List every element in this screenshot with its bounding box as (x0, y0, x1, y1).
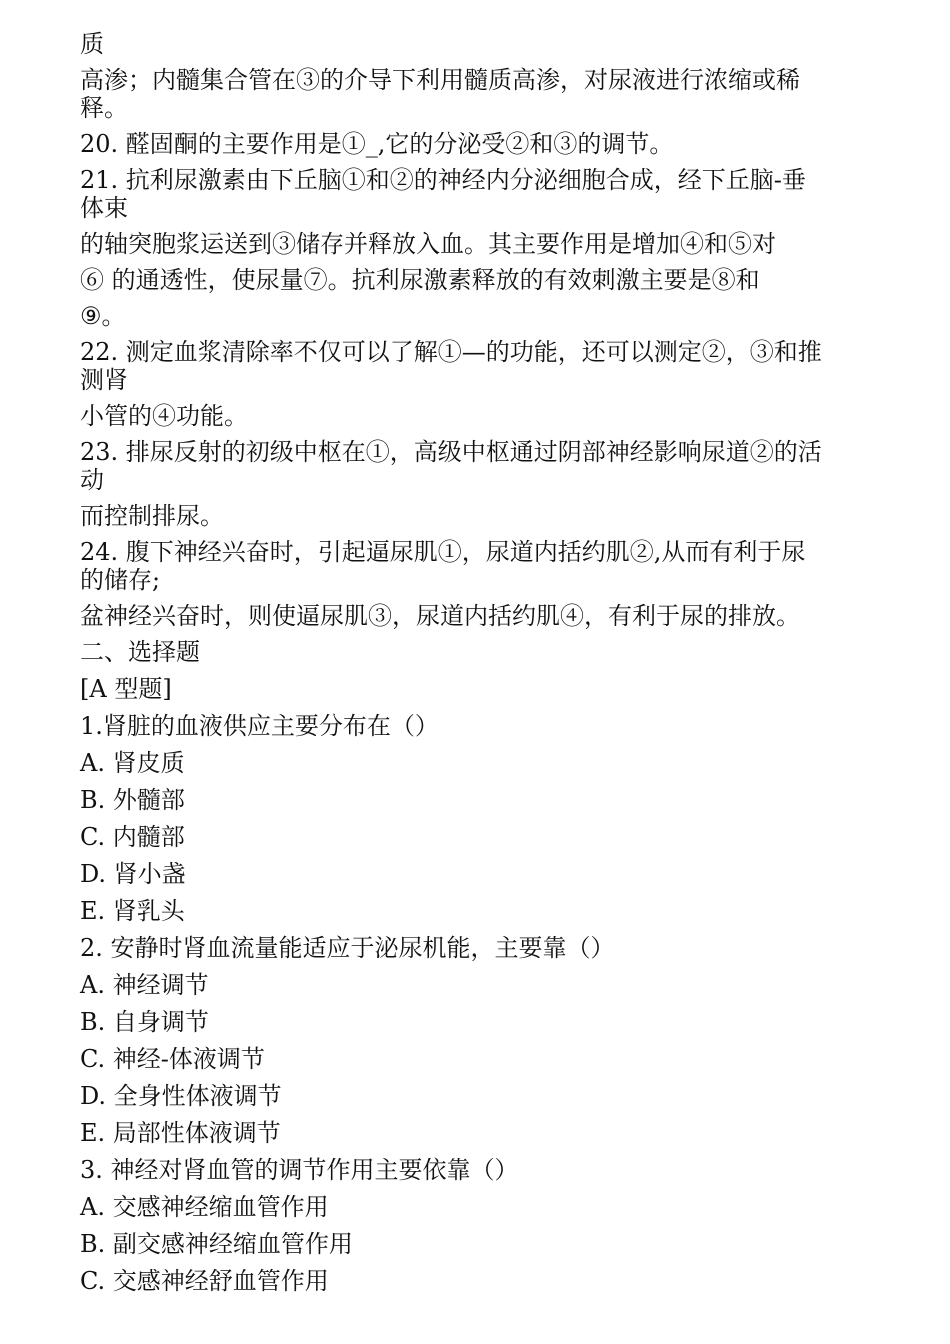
text-line: ⑥ 的通透性，使尿量⑦。抗利尿激素释放的有效刺激主要是⑧和 (80, 266, 760, 294)
answer-option: B. 外髓部 (80, 786, 185, 814)
text-line: 质 (80, 30, 104, 58)
text-line: 的储存; (80, 566, 161, 594)
section-heading: 二、选择题 (80, 638, 200, 666)
text-line: 高渗；内髓集合管在③的介导下利用髓质高渗，对尿液进行浓缩或稀 (80, 66, 800, 94)
answer-option: A. 神经调节 (80, 971, 209, 999)
answer-option: D. 肾小盏 (80, 860, 186, 888)
text-line: 22. 测定血浆清除率不仅可以了解①—的功能，还可以测定②，③和推 (80, 338, 822, 366)
text-line: 体束 (80, 194, 128, 222)
answer-option: D. 全身性体液调节 (80, 1082, 282, 1110)
text-line: 盆神经兴奋时，则使逼尿肌③，尿道内括约肌④，有利于尿的排放。 (80, 602, 800, 630)
question: 3. 神经对肾血管的调节作用主要依靠（） (80, 1156, 519, 1184)
text-line: 21. 抗利尿激素由下丘脑①和②的神经内分泌细胞合成，经下丘脑-垂 (80, 166, 806, 194)
text-line: 释。 (80, 94, 128, 122)
answer-option: B. 副交感神经缩血管作用 (80, 1230, 353, 1258)
subsection-heading: [A 型题] (80, 675, 172, 703)
answer-option: C. 内髓部 (80, 823, 185, 851)
text-line: ⑨。 (80, 302, 126, 330)
text-line: 24. 腹下神经兴奋时，引起逼尿肌①，尿道内括约肌②,从而有利于尿 (80, 538, 806, 566)
answer-option: E. 局部性体液调节 (80, 1119, 281, 1147)
text-line: 的轴突胞浆运送到③储存并释放入血。其主要作用是增加④和⑤对 (80, 230, 776, 258)
text-line: 而控制排尿。 (80, 502, 224, 530)
answer-option: B. 自身调节 (80, 1008, 209, 1036)
answer-option: A. 交感神经缩血管作用 (80, 1193, 329, 1221)
text-line: 小管的④功能。 (80, 402, 248, 430)
question: 2. 安静时肾血流量能适应于泌尿机能，主要靠（） (80, 934, 615, 962)
text-line: 测肾 (80, 366, 128, 394)
document-text (80, 30, 880, 1295)
text-line: 23. 排尿反射的初级中枢在①，高级中枢通过阴部神经影响尿道②的活 (80, 438, 822, 466)
text-line: 动 (80, 466, 104, 494)
answer-option: C. 交感神经舒血管作用 (80, 1267, 329, 1295)
question: 1.肾脏的血液供应主要分布在（） (80, 712, 439, 740)
answer-option: C. 神经-体液调节 (80, 1045, 265, 1073)
answer-option: A. 肾皮质 (80, 749, 185, 777)
answer-option: E. 肾乳头 (80, 897, 185, 925)
text-line: 20. 醛固酮的主要作用是①_,它的分泌受②和③的调节。 (80, 130, 674, 158)
